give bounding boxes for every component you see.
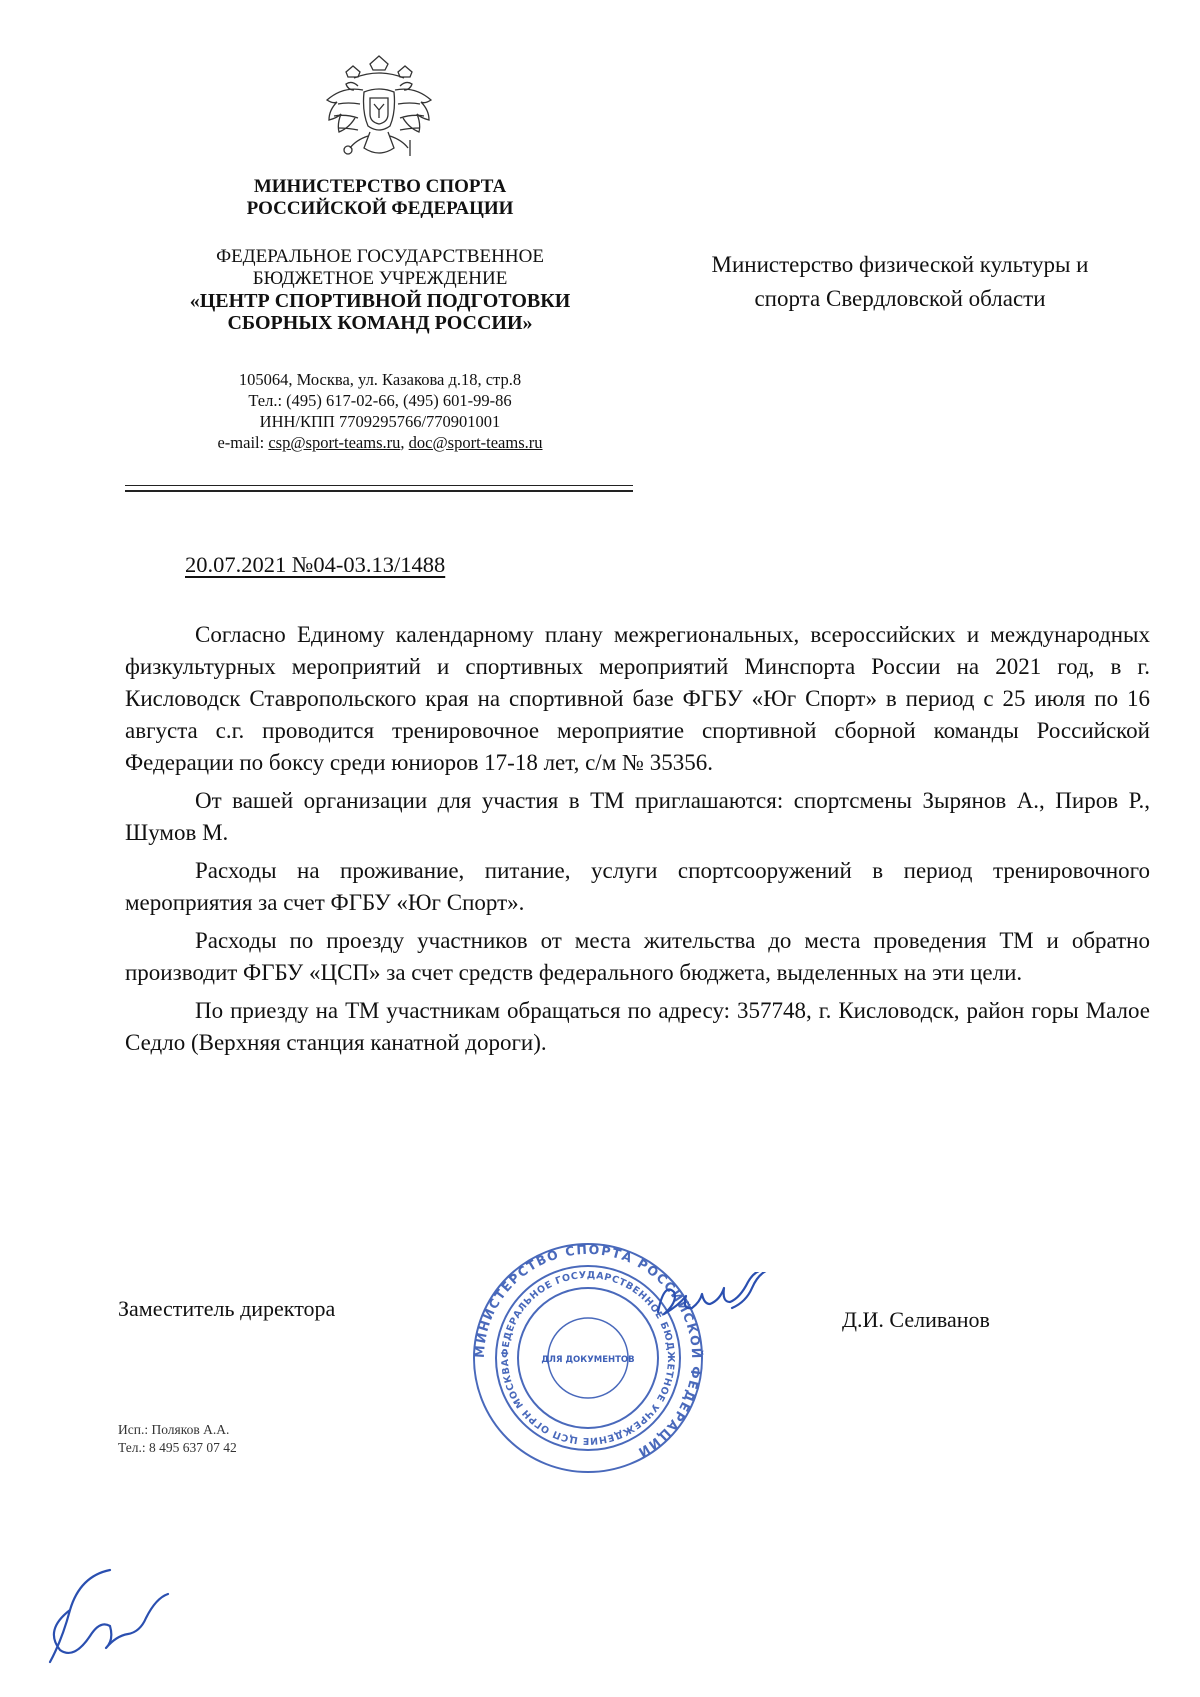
institution-inn: ИНН/КПП 7709295766/770901001 bbox=[259, 412, 501, 431]
addressee-line-1: Министерство физической культуры и bbox=[711, 252, 1089, 277]
registration-number: 20.07.2021 №04-03.13/1488 bbox=[185, 552, 446, 577]
email-separator: , bbox=[400, 433, 409, 452]
russian-coat-of-arms-icon bbox=[318, 52, 440, 170]
email-link-csp[interactable]: csp@sport-teams.ru bbox=[268, 433, 401, 452]
institution-line-1: ФЕДЕРАЛЬНОЕ ГОСУДАРСТВЕННОЕ bbox=[216, 246, 544, 267]
header-divider-thin bbox=[125, 485, 633, 486]
executor-info bbox=[118, 1421, 237, 1457]
header-divider-thick bbox=[125, 490, 633, 492]
letter-body bbox=[125, 619, 1150, 1059]
executor-name: Исп.: Поляков А.А. bbox=[118, 1422, 230, 1437]
institution-address: 105064, Москва, ул. Казакова д.18, стр.8 bbox=[238, 370, 522, 389]
addressee bbox=[660, 248, 1140, 316]
ministry-line-1: МИНИСТЕРСТВО СПОРТА bbox=[253, 176, 507, 197]
institution-contacts bbox=[120, 369, 640, 453]
stamp-inner-text: ФЕДЕРАЛЬНОЕ ГОСУДАРСТВЕННОЕ БЮДЖЕТНОЕ УЧРЕЖДЕНИЕ ЦСП ОГРН МОСКВА bbox=[499, 1269, 677, 1447]
body-paragraph-2: От вашей организации для участия в ТМ приглашаются: спортсмены Зырянов А., Пиров Р., Шумов М. bbox=[125, 788, 1150, 845]
institution-line-2: БЮДЖЕТНОЕ УЧРЕЖДЕНИЕ bbox=[252, 268, 508, 289]
executor-phone: Тел.: 8 495 637 07 42 bbox=[118, 1440, 237, 1455]
body-paragraph-3: Расходы на проживание, питание, услуги спортсооружений в период тренировочного мероприятия за счет ФГБУ «Юг Спорт». bbox=[125, 858, 1150, 915]
institution-phone: Тел.: (495) 617-02-66, (495) 601-99-86 bbox=[248, 391, 512, 410]
signatory-name: Д.И. Селиванов bbox=[842, 1307, 990, 1332]
institution-email bbox=[120, 432, 640, 453]
body-paragraph-4: Расходы по проезду участников от места жительства до места проведения ТМ и обратно производит ФГБУ «ЦСП» за счет средств федерального бюджета, выделенных на эти цели. bbox=[125, 928, 1150, 985]
institution-name bbox=[120, 246, 640, 334]
addressee-line-2: спорта Свердловской области bbox=[754, 286, 1046, 311]
ministry-name bbox=[120, 176, 640, 220]
email-link-doc[interactable]: doc@sport-teams.ru bbox=[408, 433, 543, 452]
stamp-outer-text: МИНИСТЕРСТВО СПОРТА РОССИЙСКОЙ ФЕДЕРАЦИИ bbox=[471, 1241, 705, 1461]
body-paragraph-1: Согласно Единому календарному плану межрегиональных, всероссийских и международных физкультурных мероприятий и спортивных мероприятий Минспорта России на 2021 год, в г. Кисловодск Ставропольского края на спортивной базе ФГБУ «Юг Спорт» в период с 25 июля по 16 августа с.г. проводится тренировочное мероприятие спортивной сборной команды Российской Федерации по боксу среди юниоров 17-18 лет, с/м № 35356. bbox=[125, 622, 1150, 775]
stamp-center-text: ДЛЯ ДОКУМЕНТОВ bbox=[541, 1355, 635, 1365]
signatory-position: Заместитель директора bbox=[118, 1296, 336, 1321]
approval-signature bbox=[40, 1560, 170, 1675]
institution-line-4: СБОРНЫХ КОМАНД РОССИИ» bbox=[227, 312, 533, 334]
institution-line-3: «ЦЕНТР СПОРТИВНОЙ ПОДГОТОВКИ bbox=[189, 290, 571, 312]
body-paragraph-5: По приезду на ТМ участникам обращаться по адресу: 357748, г. Кисловодск, район горы Малое Седло (Верхняя станция канатной дороги). bbox=[125, 998, 1150, 1055]
email-prefix: e-mail: bbox=[217, 433, 269, 452]
director-signature bbox=[650, 1272, 795, 1332]
ministry-line-2: РОССИЙСКОЙ ФЕДЕРАЦИИ bbox=[246, 198, 514, 219]
